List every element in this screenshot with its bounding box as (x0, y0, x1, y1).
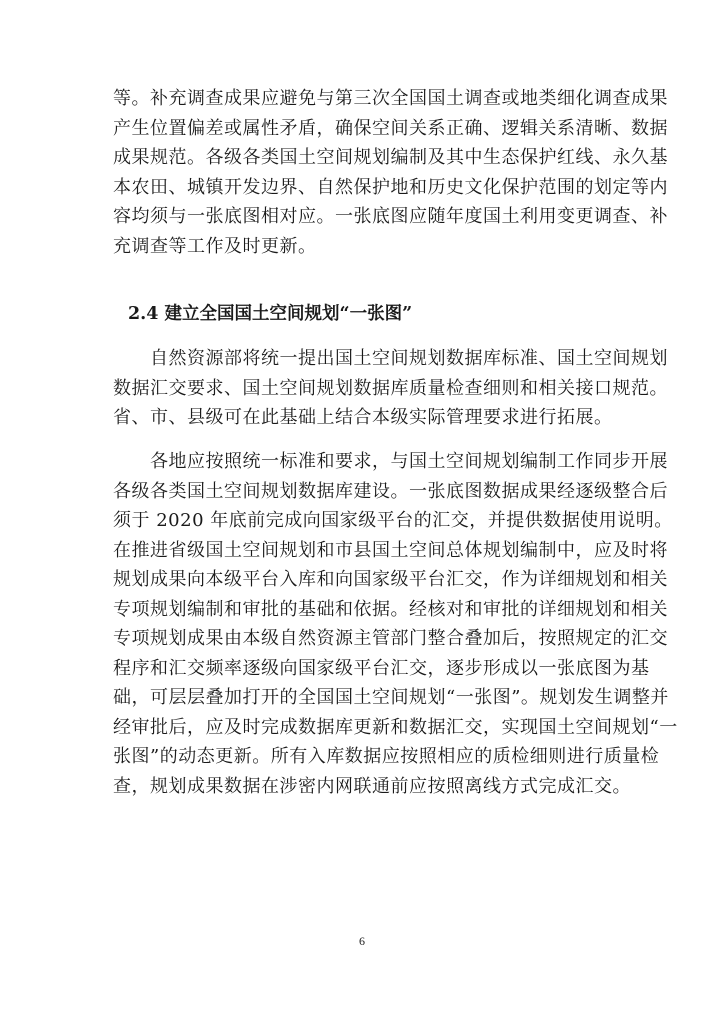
text-line: 等。补充调查成果应避免与第三次全国国土调查或地类细化调查成果 (113, 88, 668, 109)
text-line: 容均须与一张底图相对应。一张底图应随年度国土利用变更调查、补 (113, 206, 668, 227)
text-line: 张图”的动态更新。所有入库数据应按照相应的质检细则进行质量检 (113, 746, 660, 767)
text-line: 成果规范。各级各类国土空间规划编制及其中生态保护红线、永久基 (113, 147, 668, 168)
text-line: 各地应按照统一标准和要求，与国土空间规划编制工作同步开展 (113, 451, 668, 472)
text-line: 充调查等工作及时更新。 (113, 235, 317, 257)
text-line: 经审批后，应及时完成数据库更新和数据汇交，实现国土空间规划“一 (113, 716, 678, 738)
paragraph-2 (113, 447, 678, 801)
text-line: 础，可层层叠加打开的全国国土空间规划“一张图”。规划发生调整并 (113, 687, 669, 708)
text-line: 本农田、城镇开发边界、自然保护地和历史文化保护范围的划定等内 (113, 176, 668, 198)
text-line: 各级各类国土空间规划数据库建设。一张底图数据成果经逐级整合后 (113, 480, 668, 502)
text-line: 专项规划成果由本级自然资源主管部门整合叠加后，按照规定的汇交 (113, 628, 668, 649)
section-heading: 2.4 建立全国国土空间规划“一张图” (128, 304, 413, 324)
text-line: 规划成果向本级平台入库和向国家级平台汇交，作为详细规划和相关 (113, 569, 668, 590)
text-line: 查，规划成果数据在涉密内网联通前应按照离线方式完成汇交。 (113, 775, 631, 797)
paragraph-1 (113, 344, 668, 433)
text-line: 程序和汇交频率逐级向国家级平台汇交，逐步形成以一张底图为基 (113, 657, 650, 679)
text-line: 专项规划编制和审批的基础和依据。经核对和审批的详细规划和相关 (113, 598, 668, 620)
text-line: 省、市、县级可在此基础上结合本级实际管理要求进行拓展。 (113, 407, 613, 428)
text-line: 产生位置偏差或属性矛盾，确保空间关系正确、逻辑关系清晰、数据 (113, 117, 668, 139)
text-line: 自然资源部将统一提出国土空间规划数据库标准、国土空间规划 (113, 348, 668, 369)
text-line: 在推进省级国土空间规划和市县国土空间总体规划编制中，应及时将 (113, 539, 668, 561)
text-line: 数据汇交要求、国土空间规划数据库质量检查细则和相关接口规范。 (113, 377, 668, 399)
page-number: 6 (359, 934, 365, 948)
text-line: 须于 2020 年底前完成向国家级平台的汇交，并提供数据使用说明。 (113, 510, 673, 531)
paragraph-continuation (113, 84, 668, 261)
